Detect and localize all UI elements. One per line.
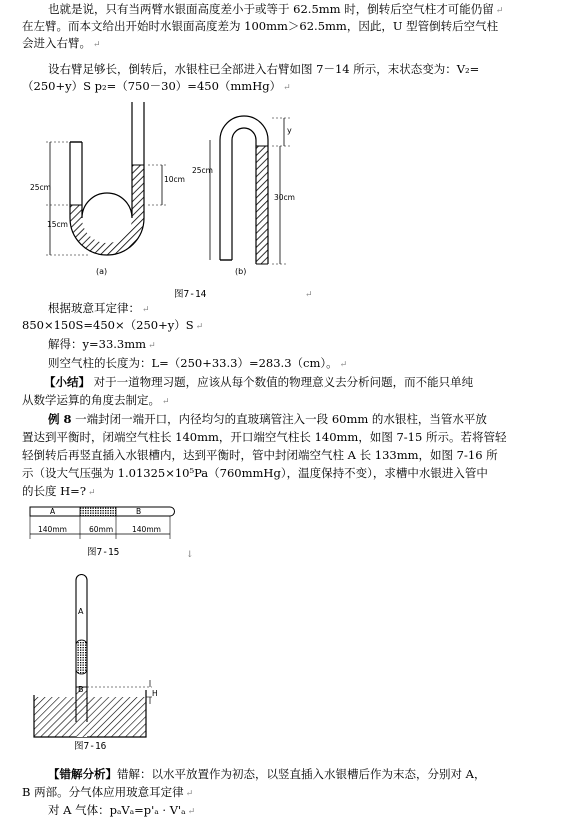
figure-caption: 图7-16: [74, 741, 107, 752]
figure-7-15: [0, 505, 563, 555]
dim-label: 25cm: [30, 183, 51, 192]
gas-label-a: A: [78, 607, 84, 616]
dim-label: 60mm: [89, 525, 114, 534]
text-line: （250+y）S p₂=（750－30）=450（mmHg） ↵: [22, 79, 291, 93]
text-line: 的长度 H=? ↵: [22, 484, 96, 498]
text-line: 对 A 气体：pₐVₐ=p'ₐ · V'ₐ ↵: [48, 803, 196, 817]
text-line: 【小结】 对于一道物理习题，应该从每个数值的物理意义去分析问题，而不能只单纯: [44, 375, 474, 389]
u-tube-a: [30, 102, 185, 276]
text-line: 轻倒转后再竖直插入水银槽内，达到平衡时，管中封闭端空气柱 A 长 133mm，如图 7-16 所: [22, 448, 498, 462]
dim-label: 140mm: [132, 525, 161, 534]
text-line: 会进入右臂。 ↵: [22, 36, 101, 50]
height-label: H: [152, 689, 158, 698]
dim-label: 25cm: [192, 166, 213, 175]
subfig-label: (a): [96, 267, 108, 276]
u-tube-b: [192, 116, 295, 276]
dim-label: 15cm: [47, 220, 68, 229]
dim-label: 140mm: [38, 525, 67, 534]
text-line: 解得：y=33.3mm ↵: [48, 337, 156, 351]
text-line: 示（设大气压强为 1.01325×10⁵Pa（760mmHg），温度保持不变），求槽中水银进入管中: [22, 466, 488, 480]
text-line: 则空气柱的长度为：L=（250+33.3）=283.3（cm）。 ↵: [48, 356, 348, 370]
text-line: 850×150S=450×（250+y）S ↵: [22, 318, 204, 332]
figure-7-14: [0, 100, 563, 300]
text-line: 置达到平衡时，闭端空气柱长 140mm，开口端空气柱长 140mm，如图 7-15 所示。若将管轻: [22, 430, 507, 444]
gas-label-a: A: [50, 507, 56, 516]
figure-caption: 图7-14: [174, 289, 207, 300]
text-line: B 两部。分气体应用玻意耳定律 ↵: [22, 785, 194, 799]
figure-7-16: [0, 572, 563, 742]
text-line: 【错解分析】错解：以水平放置作为初态，以竖直插入水银槽后作为末态，分别对 A，: [48, 767, 486, 781]
dim-label: 10cm: [164, 175, 185, 184]
down-arrow-mark: ↓: [186, 550, 194, 560]
text-line: 从数学运算的角度去制定。 ↵: [22, 393, 170, 407]
subfig-label: (b): [235, 267, 247, 276]
text-line: 也就是说，只有当两臂水银面高度差小于或等于 62.5mm 时，倒转后空气柱才可能仍留 ↵: [48, 2, 504, 16]
gas-label-b: B: [78, 685, 84, 694]
dim-label: y: [287, 126, 292, 135]
text-line: 在左臂。而本文给出开始时水银面高度差为 100mm＞62.5mm，因此，U 型管倒转后空气柱: [22, 19, 499, 33]
text-line: 根据玻意耳定律： ↵: [48, 301, 150, 315]
text-line: 例 8 一端封闭一端开口，内径均匀的直玻璃管注入一段 60mm 的水银柱，当管水平放: [48, 412, 487, 426]
figure-caption: 图7-15: [87, 547, 120, 558]
return-mark: ↵: [305, 290, 313, 300]
gas-label-b: B: [136, 507, 142, 516]
dim-label: 30cm: [274, 193, 295, 202]
text-line: 设右臂足够长，倒转后，水银柱已全部进入右臂如图 7－14 所示，末状态变为：V₂=: [48, 62, 480, 76]
